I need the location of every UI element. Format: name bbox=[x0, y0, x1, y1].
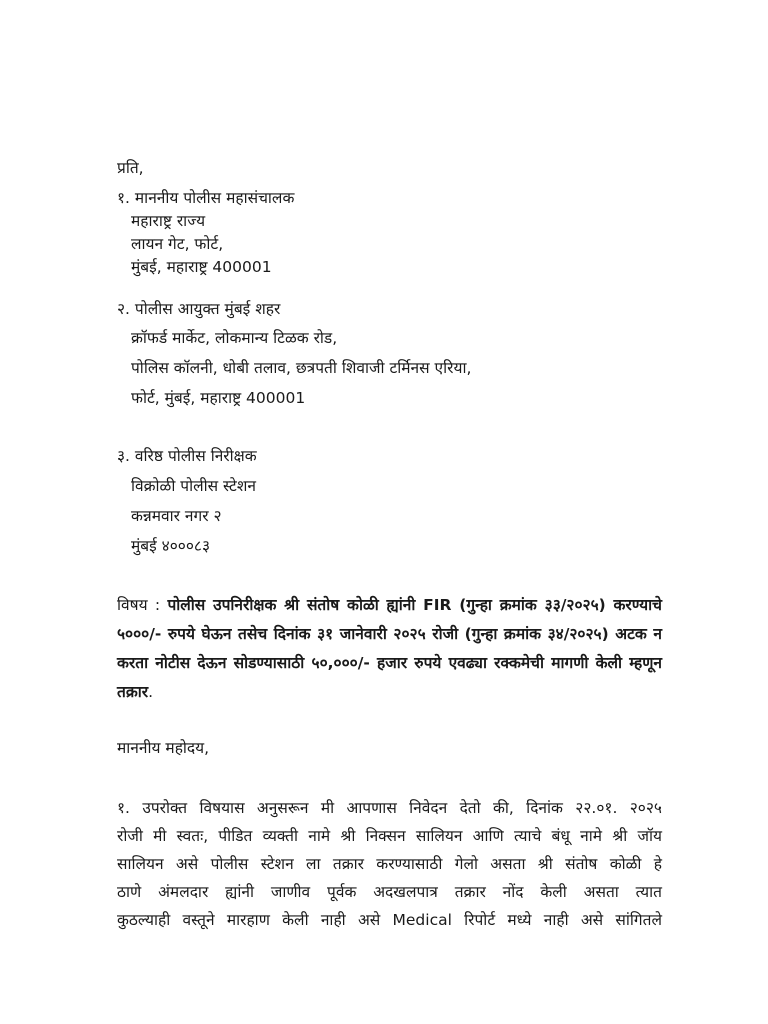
recipient3-title: ३. वरिष्ठ पोलीस निरीक्षक bbox=[117, 447, 257, 465]
to-line: प्रति, bbox=[117, 159, 144, 177]
subject-end: . bbox=[148, 683, 154, 701]
paragraph-1-line-2: रोजी मी स्वतः, पीडित व्यक्ती नामे श्री निक्सन सालियन आणि त्याचे बंधू नामे श्री जॉय bbox=[117, 827, 662, 845]
paragraph-1-line-5: कुठल्याही वस्तूने मारहाण केली नाही असे Medical रिपोर्ट मध्ये नाही असे सांगितले bbox=[117, 911, 662, 929]
paragraph-1-line-3: सालियन असे पोलीस स्टेशन ला तक्रार करण्यासाठी गेलो असता श्री संतोष कोळी हे bbox=[117, 855, 662, 873]
paragraph-1-line-4: ठाणे अंमलदार ह्यांनी जाणीव पूर्वक अदखलपात्र तक्रार नोंद केली असता त्यात bbox=[117, 883, 662, 901]
recipient3-line1: विक्रोळी पोलीस स्टेशन bbox=[131, 477, 257, 495]
recipient2-line2: पोलिस कॉलनी, धोबी तलाव, छत्रपती शिवाजी टर्मिनस एरिया, bbox=[131, 359, 472, 377]
recipient3-line2: कन्नमवार नगर २ bbox=[131, 507, 222, 525]
recipient2-line3: फोर्ट, मुंबई, महाराष्ट्र 400001 bbox=[131, 389, 306, 407]
recipient1-title: १. माननीय पोलीस महासंचालक bbox=[117, 189, 295, 207]
recipient2-line1: क्रॉफर्ड मार्केट, लोकमान्य टिळक रोड, bbox=[131, 329, 338, 347]
recipient1-line2: लायन गेट, फोर्ट, bbox=[131, 235, 224, 253]
recipient3-line3: मुंबई ४०००८३ bbox=[131, 537, 211, 555]
subject-label: विषय : bbox=[117, 596, 168, 614]
paragraph-1-line-1: १. उपरोक्त विषयास अनुसरून मी आपणास निवेदन देतो की, दिनांक २२.०१. २०२५ bbox=[117, 799, 662, 817]
subject-text: पोलीस उपनिरीक्षक श्री संतोष कोळी ह्यांनी FIR (गुन्हा क्रमांक ३३/२०२५) करण्याचे ५०००/- रुपये घेऊन तसेच दिनांक ३१ जानेवारी २०२५ रोजी (गुन्हा क्रमांक ३४/२०२५) अटक न करता नोटीस देऊन सोडण्यासाठी ५०,०००/- हजार रुपये एवढ्या रक्कमेची मागणी केली म्हणून तक्रार bbox=[117, 596, 662, 701]
subject-block bbox=[117, 591, 662, 707]
salutation: माननीय महोदय, bbox=[117, 739, 210, 757]
recipient1-line3: मुंबई, महाराष्ट्र 400001 bbox=[131, 258, 272, 276]
recipient2-title: २. पोलीस आयुक्त मुंबई शहर bbox=[117, 300, 281, 318]
recipient1-line1: महाराष्ट्र राज्य bbox=[131, 212, 206, 230]
